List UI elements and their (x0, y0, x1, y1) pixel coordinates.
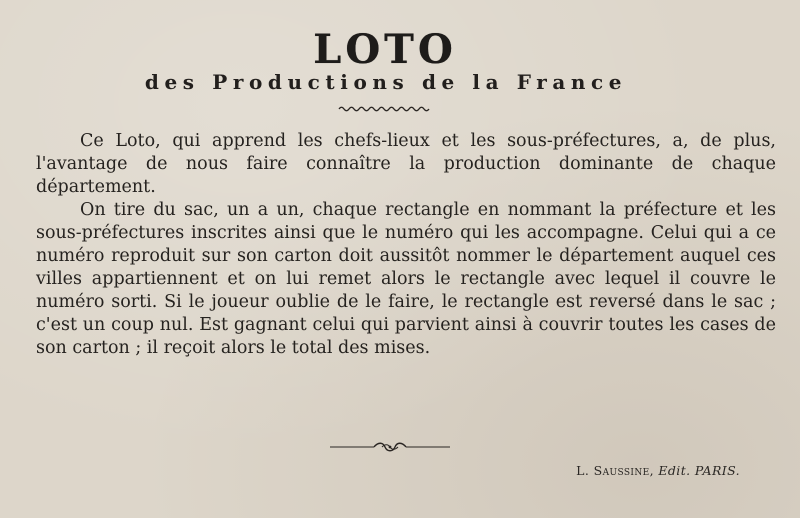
scroll-flourish-ornament-icon (330, 440, 450, 458)
rules-text (36, 130, 776, 360)
publisher-city: Edit. PARIS. (658, 463, 740, 478)
document-title: LOTO (313, 26, 457, 73)
wavy-rule-svg (338, 105, 432, 113)
wavy-rule-ornament-icon (0, 100, 770, 118)
flourish-svg (330, 441, 450, 453)
paragraph-rules: On tire du sac, un a un, chaque rectangle en nommant la préfecture et les sous-préfectures inscrites ainsi que le numéro qui les accompagne. Celui qui a ce numéro reproduit sur son carton doit aussitôt nommer le département auquel ces villes appartiennent et on lui remet alors le rectangle avec lequel il couvre le numéro sorti. Si le joueur oublie de le faire, le rectangle est reversé dans le sac ; c'est un coup nul. Est gagnant celui qui parvient ainsi à couvrir toutes les cases de son carton ; il reçoit alors le total des mises. (36, 200, 776, 358)
document-subtitle: des Productions de la France (144, 70, 628, 94)
publisher-name: L. Saussine, (576, 463, 654, 478)
paragraph-intro: Ce Loto, qui apprend les chefs-lieux et les sous-préfectures, a, de plus, l'avantage de nous faire connaître la production dominante de chaque département. (36, 131, 776, 197)
publisher-imprint (500, 463, 740, 478)
